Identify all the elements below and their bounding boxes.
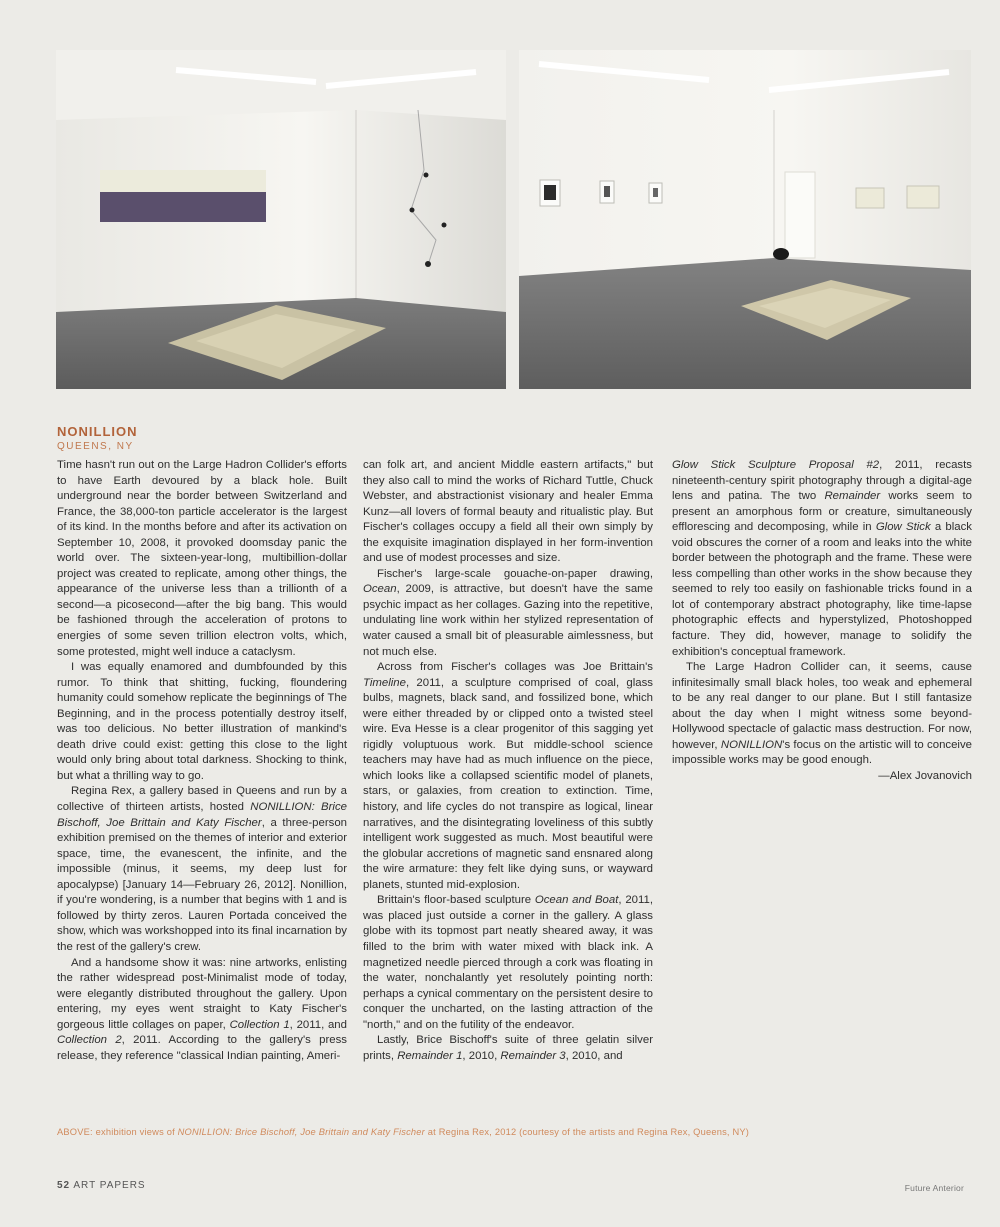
paragraph: Glow Stick Sculpture Proposal #2, 2011, recasts nineteenth-century spirit photography through a digital-age lens and patina. The two Remainder works seem to present an amorphous form or creature, simultaneously efflorescing and decomposing, while in Glow Stick a black void obscures the corner of a room and leaks into the white border between the photograph and the frame. These were less compelling than other works in the show because they seemed to rely too easily on fashionable tricks found in a lot of contemporary abstract photography, like time-lapse photographic effects and hyperstylized, Photoshopped facture. They did, however, manage to solidify the exhibition's conceptual framework. <box>672 459 972 658</box>
photo-caption: ABOVE: exhibition views of NONILLION: Brice Bischoff, Joe Brittain and Katy Fischer at Regina Rex, 2012 (courtesy of the artists and Regina Rex, Queens, NY) <box>57 1127 750 1137</box>
paragraph: I was equally enamored and dumbfounded by this rumor. To think that shitting, fucking, floundering humanity could somehow replicate the beginnings of The Beginning, and in the process potentially destroy itself, was too delicious. No better illustration of mankind's death drive could exist: getting this close to the light would only bring about total darkness. Shocking to think, but what a thrilling way to go. <box>57 661 347 782</box>
paragraph: Fischer's large-scale gouache-on-paper drawing, Ocean, 2009, is attractive, but doesn't have the same psychic impact as her collages. Gazing into the repetitive, undulating line work within her stylized representation of water caused a small bit of pleasurable aimlessness, but not much else. <box>363 567 653 658</box>
section-name: Future Anterior <box>904 1183 964 1193</box>
paragraph: can folk art, and ancient Middle eastern artifacts," but they also call to mind the works of Richard Tuttle, Chuck Webster, and abstractionist visionary and healer Emma Kunz—all lovers of formal beauty and ritualistic play. But Fischer's collages occupy a field all their own simply by the exquisite imagination displayed in her form-invention and use of modest processes and size. <box>363 459 653 565</box>
page-folio <box>57 1180 146 1191</box>
article-location: QUEENS, NY <box>57 441 134 452</box>
author-signature: —Alex Jovanovich <box>878 769 972 782</box>
exhibition-photo-right <box>519 50 971 389</box>
paragraph: And a handsome show it was: nine artworks, enlisting the rather widespread post-Minimalist mode of today, were elegantly distributed throughout the gallery. Upon entering, my eyes went straight to Katy Fischer's gorgeous little collages on paper, Collection 1, 2011, and Collection 2, 2011. According to the gallery's press release, they reference "classical Indian painting, Ameri- <box>57 956 347 1062</box>
text-column-2 <box>363 458 653 1064</box>
paragraph: Brittain's floor-based sculpture Ocean and Boat, 2011, was placed just outside a corner in the gallery. A glass globe with its topmost part neatly sheared away, it was filled to the brim with water mixed with black ink. A magnetized needle pierced through a cork was floating in the water, nonchalantly yet resolutely pointing north: perhaps a cynical commentary on the persistent desire to conquer the uncharted, on the lasting attraction of the "north," and on the futility of the endeavor. <box>363 894 653 1031</box>
text-column-1 <box>57 458 347 1064</box>
text-column-3 <box>672 458 972 784</box>
magazine-name: ART PAPERS <box>73 1180 146 1191</box>
page-number: 52 <box>57 1180 71 1191</box>
paragraph: Regina Rex, a gallery based in Queens and run by a collective of thirteen artists, hosted NONILLION: Brice Bischoff, Joe Brittain and Katy Fischer, a three-person exhibition premised on the themes of interior and exterior space, time, the evanescent, the infinite, and the impossible (minus, it seems, my deep lust for apocalypse) [January 14—February 26, 2012]. Nonillion, if you're wondering, is a number that begins with 1 and is followed by thirty zeros. Lauren Portada conceived the show, which was workshopped into its final incarnation by the rest of the gallery's crew. <box>57 785 347 953</box>
paragraph: Time hasn't run out on the Large Hadron Collider's efforts to have Earth devoured by a black hole. Built underground near the border between Switzerland and France, the 38,000-ton particle accelerator is the largest of its kind. In the months before and after its activation on September 10, 2008, it provoked doomsday panic the world over. The sixteen-year-long, multibillion-dollar project was created to replicate, among other things, the appearance of the universe less than a trillionth of a second—a picosecond—after the big bang. This would be fashioned through the acceleration of protons to energies of some seven trillion electron volts, which, some protested, might well induce a cataclysm. <box>57 459 347 658</box>
paragraph: The Large Hadron Collider can, it seems, cause infinitesimally small black holes, too weak and ephemeral to be any real danger to our plane. But I still fantasize about the day when I might witness some beyond-Hollywood spectacle of galactic mass destruction. For now, however, NONILLION's focus on the artistic will to conceive impossible works may be good enough. <box>672 661 972 767</box>
paragraph: Across from Fischer's collages was Joe Brittain's Timeline, 2011, a sculpture comprised of coal, glass bulbs, magnets, black sand, and fossilized bone, which were either threaded by or clipped onto a twisted steel wire. Eva Hesse is a clear progenitor of this sagging yet rigidly voluptuous work. But middle-school science teachers may have had as much influence on the piece, which looks like a collapsed scientific model of planets, stars, or galaxies, from creation to extinction. Time, history, and life cycles do not transpire as logical, linear narratives, and the disintegrating loveliness of this subtly intelligent work suggested as much. Most beautiful were the globular accretions of magnetic sand ensnared along the wire armature: they felt like dying suns, or wayward planets, stunted mid-explosion. <box>363 661 653 891</box>
paragraph: Lastly, Brice Bischoff's suite of three gelatin silver prints, Remainder 1, 2010, Remainder 3, 2010, and <box>363 1034 653 1062</box>
exhibition-photo-left <box>56 50 506 389</box>
article-title: NONILLION <box>57 424 138 439</box>
